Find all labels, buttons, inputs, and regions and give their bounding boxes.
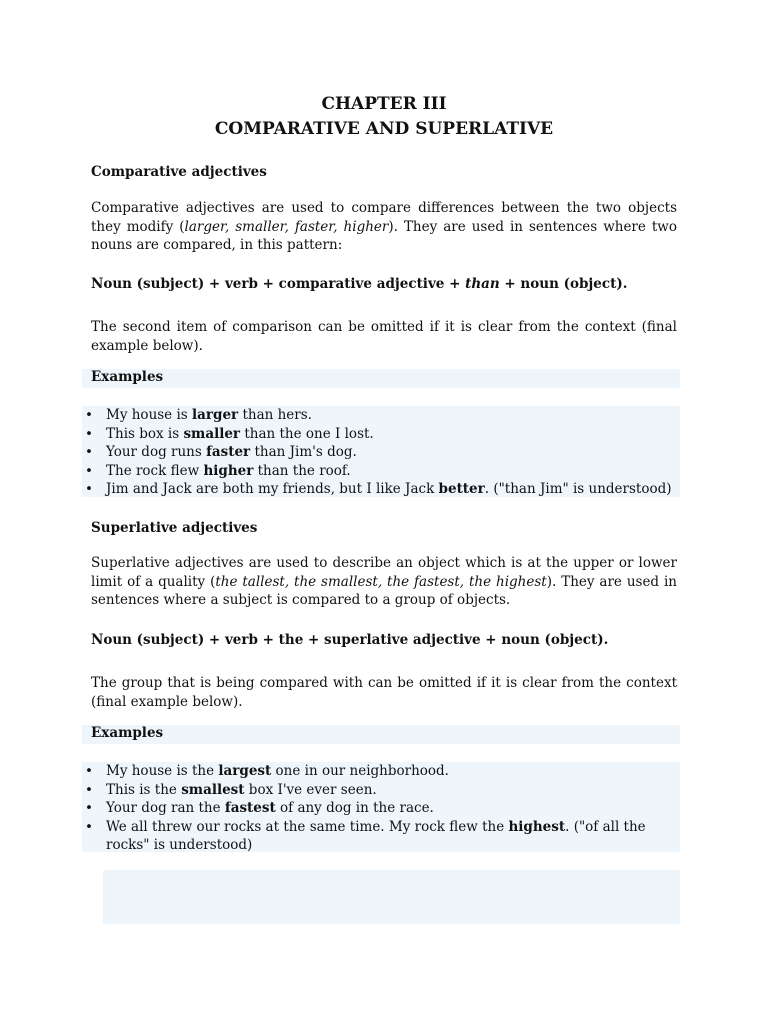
- superlative-heading: Superlative adjectives: [91, 520, 258, 536]
- example-text-end: than hers.: [238, 407, 312, 423]
- example-text-end: than the one I lost.: [240, 425, 374, 442]
- example-adjective: higher: [203, 462, 254, 479]
- example-item: [82, 462, 680, 481]
- example-text: Your dog ran the: [106, 800, 225, 816]
- example-text: My house is the: [106, 763, 219, 779]
- comparative-pattern-after: + noun (object).: [499, 276, 628, 292]
- comparative-intro-examples: larger, smaller, faster, higher: [184, 218, 389, 235]
- superlative-intro-before: Superlative adjectives are used to describe an object which is at the upper or lower limit of a quality (: [91, 555, 677, 590]
- comparative-intro: [91, 199, 677, 255]
- comparative-examples-list: [82, 406, 680, 499]
- comparative-examples-label: Examples: [91, 369, 164, 385]
- example-adjective: faster: [206, 444, 251, 460]
- example-adjective: smaller: [183, 425, 241, 442]
- example-item: [82, 480, 680, 499]
- example-item: [82, 818, 680, 855]
- chapter-number: CHAPTER III: [321, 94, 447, 114]
- example-text: This is the: [106, 781, 182, 798]
- example-adjective: largest: [218, 763, 272, 779]
- example-adjective: better: [438, 481, 485, 497]
- example-text-end: than the roof.: [253, 462, 351, 479]
- chapter-title: COMPARATIVE AND SUPERLATIVE: [214, 119, 554, 139]
- example-text-end: . ("than Jim" is understood): [484, 481, 672, 497]
- example-adjective: fastest: [224, 800, 276, 816]
- superlative-pattern: Noun (subject) + verb + the + superlative adjective + noun (object).: [91, 632, 609, 648]
- superlative-note: The group that is being compared with can be omitted if it is clear from the context (final example below).: [91, 675, 677, 710]
- example-item: [82, 406, 680, 425]
- example-text-end: box I've ever seen.: [244, 781, 377, 798]
- example-adjective: highest: [508, 818, 566, 835]
- comparative-intro-before: Comparative adjectives are used to compare differences between the two objects they modify (: [91, 200, 677, 235]
- example-text-end: than Jim's dog.: [250, 444, 357, 460]
- comparative-intro-after: ). They are used in sentences where two nouns are compared, in this pattern:: [91, 218, 677, 253]
- example-text: This box is: [106, 425, 184, 442]
- example-text: The rock flew: [106, 462, 204, 479]
- example-text-end: of any dog in the race.: [275, 800, 434, 816]
- example-text: My house is: [106, 407, 193, 423]
- example-adjective: larger: [192, 407, 239, 423]
- comparative-pattern-than: than: [465, 276, 500, 292]
- example-item: [82, 781, 680, 800]
- comparative-note: The second item of comparison can be omitted if it is clear from the context (final example below).: [91, 319, 677, 354]
- example-text: We all threw our rocks at the same time. My rock flew the: [106, 818, 509, 835]
- empty-shaded-box: [103, 870, 680, 924]
- example-adjective: smallest: [181, 781, 245, 798]
- example-item: [82, 443, 680, 462]
- comparative-pattern-before: Noun (subject) + verb + comparative adjective +: [91, 276, 466, 292]
- example-item: [82, 799, 680, 818]
- superlative-examples-list: [82, 762, 680, 855]
- comparative-pattern: [91, 276, 677, 292]
- comparative-heading: Comparative adjectives: [91, 164, 267, 180]
- example-text: Jim and Jack are both my friends, but I like Jack: [106, 481, 439, 497]
- superlative-intro-examples: the tallest, the smallest, the fastest, the highest: [215, 573, 547, 590]
- example-text-end: one in our neighborhood.: [271, 763, 449, 779]
- superlative-examples-label: Examples: [91, 725, 164, 741]
- example-item: [82, 425, 680, 444]
- example-text-end: . ("of all the rocks" is understood): [106, 818, 646, 853]
- example-text: Your dog runs: [106, 444, 207, 460]
- superlative-intro-after: ). They are used in sentences where a subject is compared to a group of objects.: [91, 573, 678, 608]
- superlative-intro: [91, 554, 677, 610]
- example-item: [82, 762, 680, 781]
